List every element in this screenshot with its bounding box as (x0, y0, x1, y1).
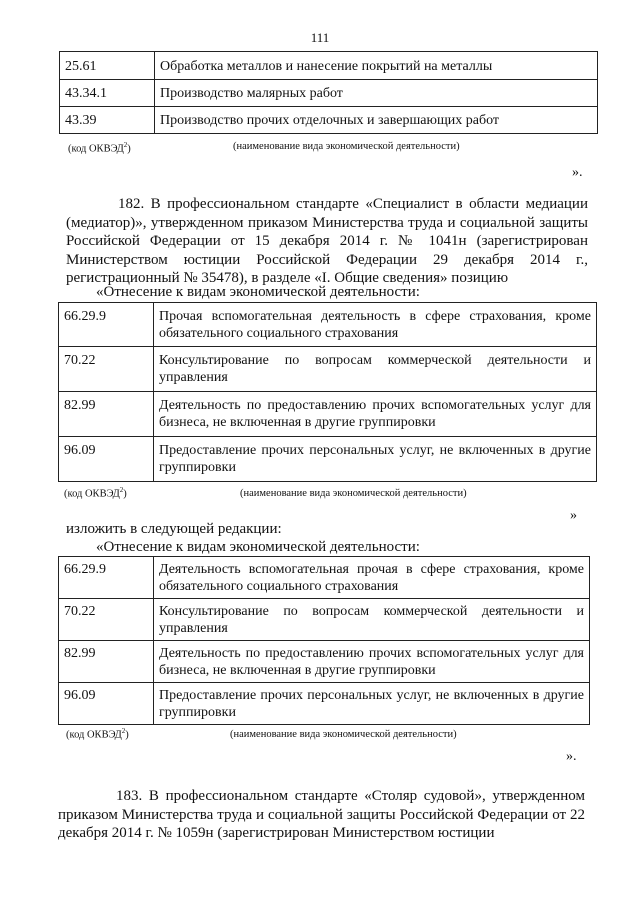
edit-instruction: изложить в следующей редакции: (66, 521, 282, 537)
okved-code: 66.29.9 (59, 557, 154, 599)
table-row (60, 52, 598, 80)
okved-code-caption: (код ОКВЭД$^2$) (66, 727, 129, 741)
okved-code-caption: (код ОКВЭД$^2$) (64, 486, 127, 500)
page-number: 111 (310, 30, 330, 45)
activity-name: Обработка металлов и нанесение покрытий на металлы (155, 52, 598, 80)
activity-name-caption: (наименование вида экономической деятельности) (230, 729, 457, 740)
closing-quote: ». (566, 749, 577, 764)
table-row (60, 107, 598, 134)
okved-code: 96.09 (59, 683, 154, 725)
activity-name: Деятельность по предоставлению прочих вспомогательных услуг для бизнеса, не включенная в другие группировки (154, 392, 597, 437)
closing-quote: » (570, 508, 577, 523)
activity-name-caption: (наименование вида экономической деятельности) (233, 141, 460, 152)
table-row (59, 437, 597, 482)
closing-quote: ». (572, 165, 583, 180)
activity-name: Деятельность по предоставлению прочих вспомогательных услуг для бизнеса, не включенная в другие группировки (154, 641, 590, 683)
okved-code: 43.39 (60, 107, 155, 134)
table-row (59, 392, 597, 437)
table-row (59, 347, 597, 392)
table-row (59, 303, 597, 347)
okved-table-1 (59, 51, 598, 134)
activity-name: Деятельность вспомогательная прочая в сфере страхования, кроме обязательного социального страхования (154, 557, 590, 599)
activity-name: Производство прочих отделочных и завершающих работ (155, 107, 598, 134)
activity-name: Производство малярных работ (155, 80, 598, 107)
table-row (59, 557, 590, 599)
okved-code: 82.99 (59, 641, 154, 683)
okved-code: 25.61 (60, 52, 155, 80)
table-row (59, 683, 590, 725)
activity-name: Предоставление прочих персональных услуг, не включенных в другие группировки (154, 683, 590, 725)
paragraph-182: 182. В профессиональном стандарте «Специалист в области медиации (медиатор)», утвержденном приказом Министерства труда и социальной защиты Российской Федерации от 15 декабря 2014 г. № 1041н (зарегистрирован Министерством юстиции Российской Федерации 29 декабря 2014 г., регистрационный № 35478), в разделе «I. Общие сведения» позицию (66, 196, 588, 286)
okved-code: 70.22 (59, 347, 154, 392)
okved-table-2 (58, 302, 597, 482)
table-row (60, 80, 598, 107)
activity-name: Консультирование по вопросам коммерческой деятельности и управления (154, 599, 590, 641)
activity-name-caption: (наименование вида экономической деятельности) (240, 488, 467, 499)
okved-table-3 (58, 556, 590, 725)
okved-code: 70.22 (59, 599, 154, 641)
table-row (59, 599, 590, 641)
activity-name: Консультирование по вопросам коммерческой деятельности и управления (154, 347, 597, 392)
paragraph-183: 183. В профессиональном стандарте «Столяр судовой», утвержденном приказом Министерства труда и социальной защиты Российской Федерации от 22 декабря 2014 г. № 1059н (зарегистрирован Министерством юстиции (58, 788, 585, 841)
okved-code: 43.34.1 (60, 80, 155, 107)
table-row (59, 641, 590, 683)
okved-code: 96.09 (59, 437, 154, 482)
section-heading: «Отнесение к видам экономической деятельности: (96, 539, 420, 555)
activity-name: Прочая вспомогательная деятельность в сфере страхования, кроме обязательного социального страхования (154, 303, 597, 347)
activity-name: Предоставление прочих персональных услуг, не включенных в другие группировки (154, 437, 597, 482)
section-heading: «Отнесение к видам экономической деятельности: (96, 284, 420, 300)
okved-code: 66.29.9 (59, 303, 154, 347)
okved-code-caption: (код ОКВЭД$^2$) (68, 141, 131, 155)
okved-code: 82.99 (59, 392, 154, 437)
